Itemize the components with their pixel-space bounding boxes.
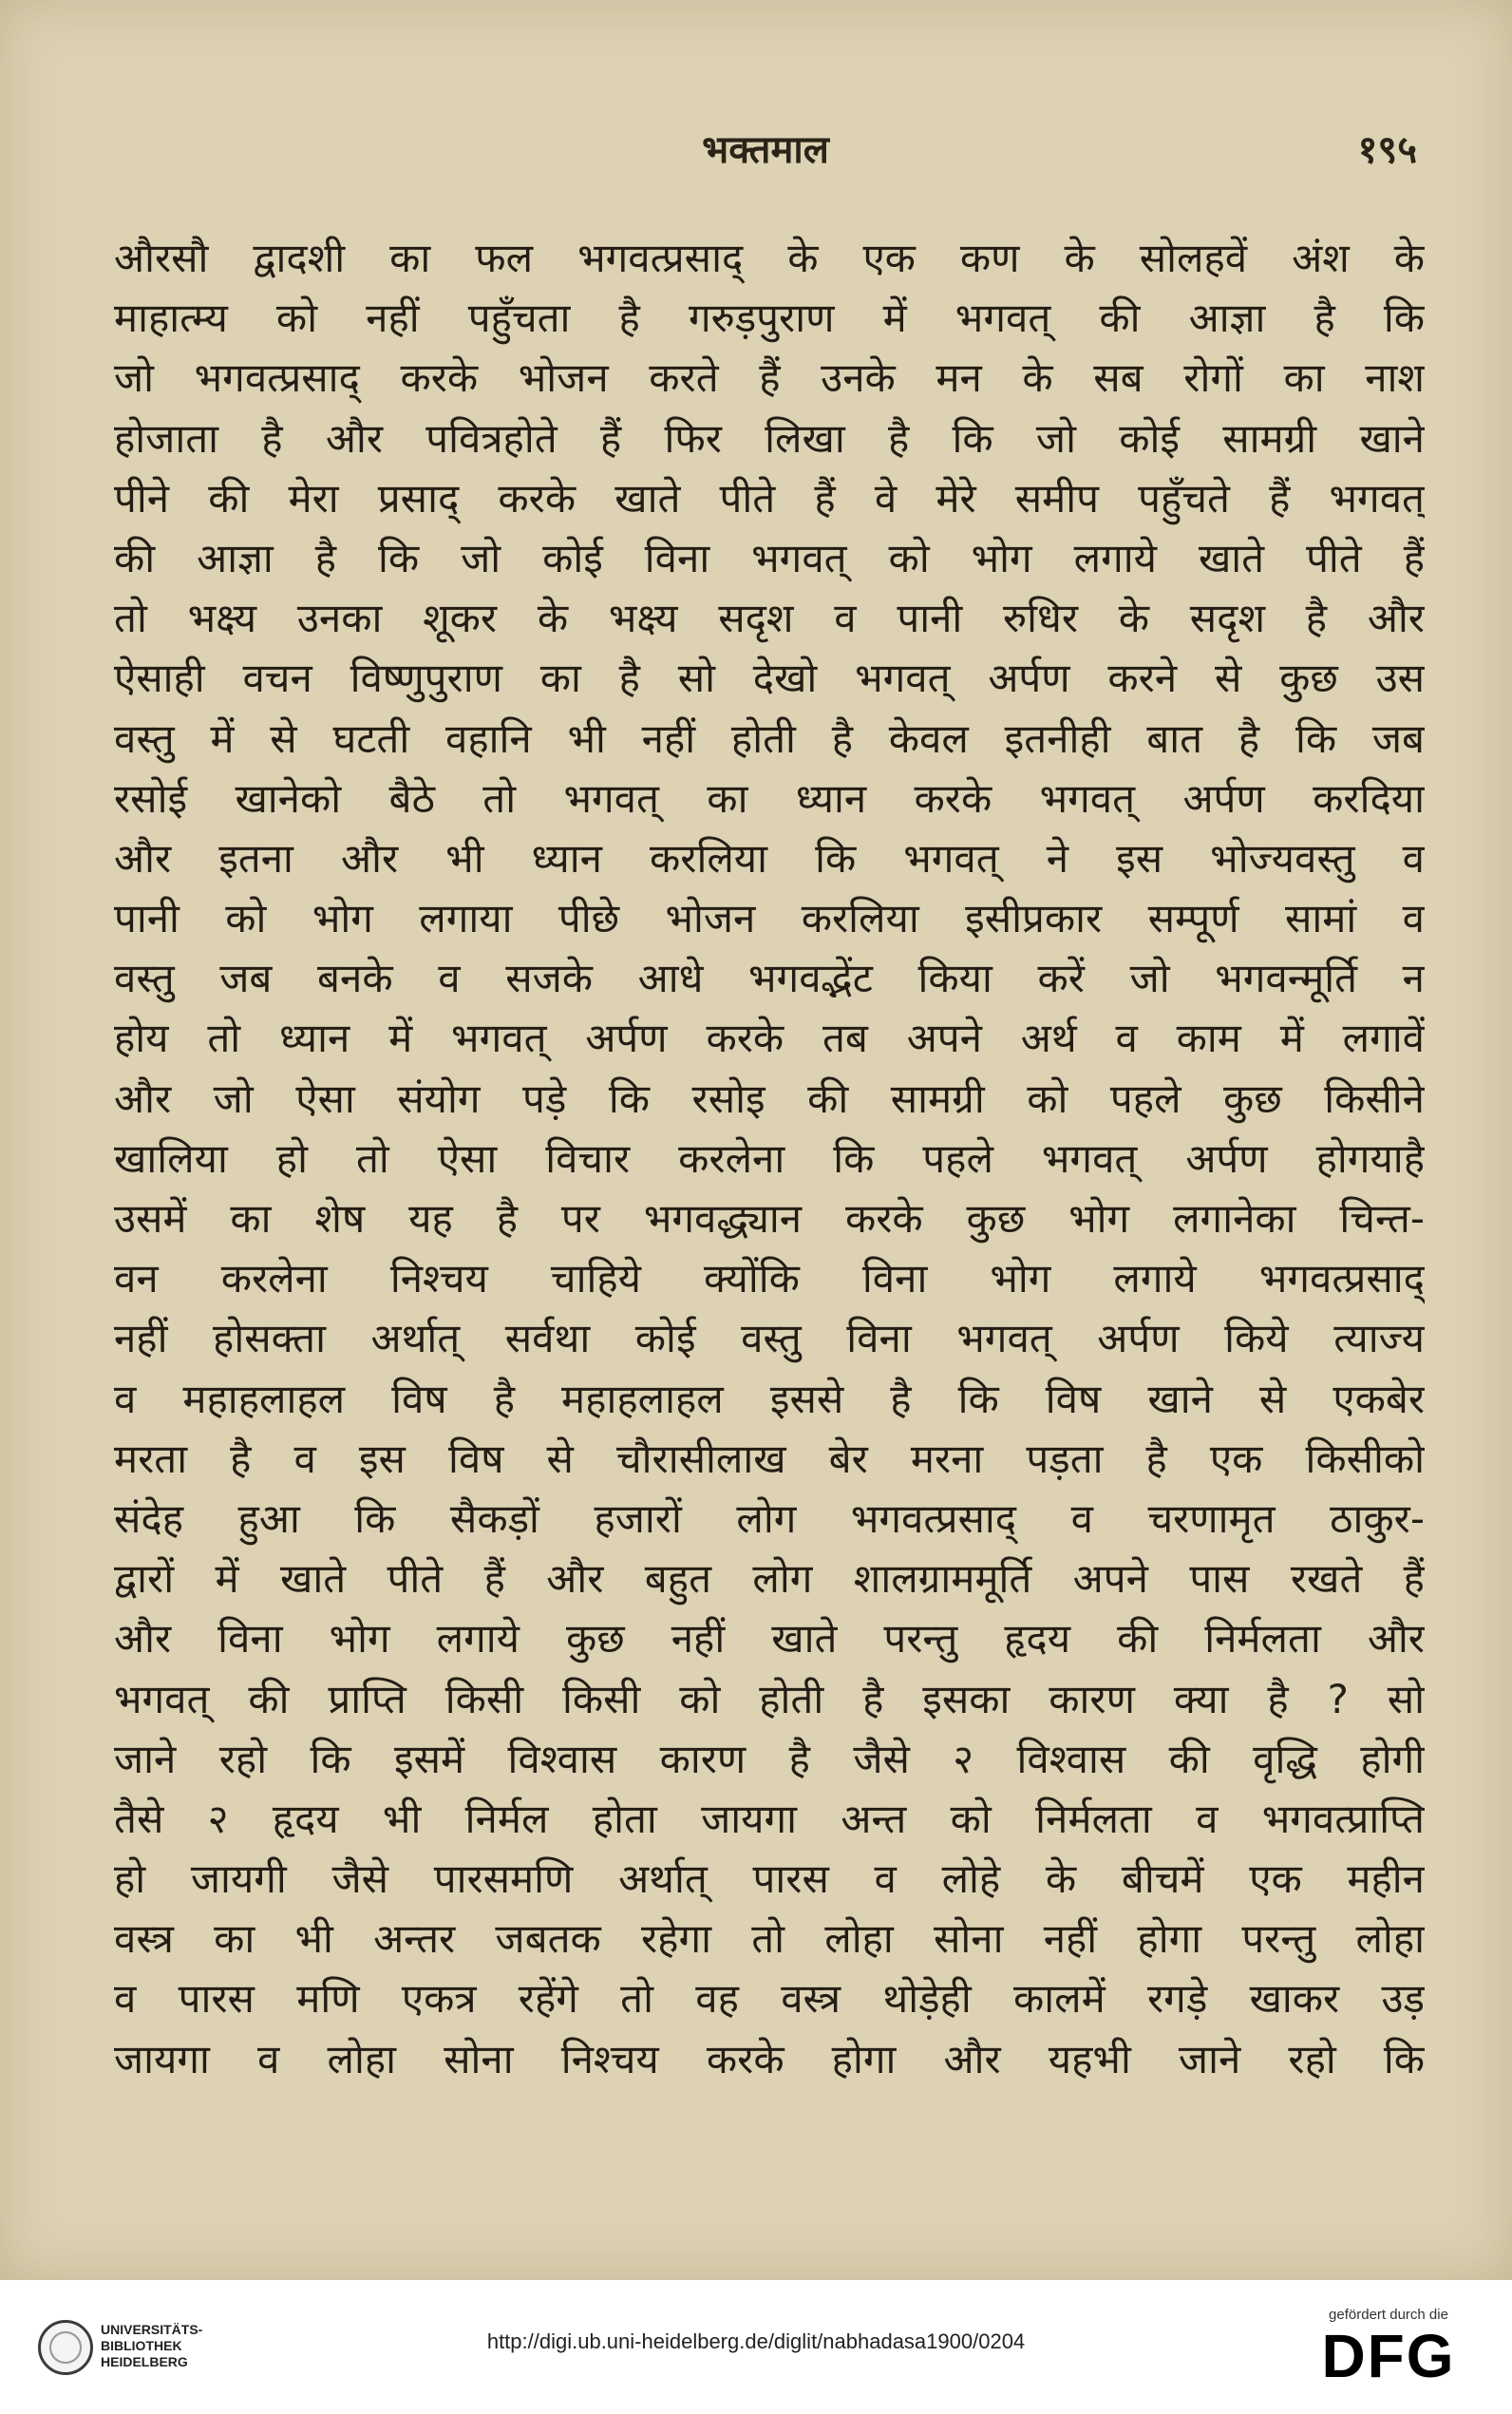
text-line: खालिया हो तो ऐसा विचार करलेना कि पहले भगवत् अर्पण होगयाहै [114, 1134, 1425, 1182]
funder-block[interactable] [1303, 2307, 1474, 2389]
text-line: होय तो ध्यान में भगवत् अर्पण करके तब अपने अर्थ व काम में लगावें [114, 1015, 1425, 1062]
text-line: वस्तु में से घटती वहानि भी नहीं होती है केवल इतनीही बात है कि जब [114, 714, 1425, 762]
text-line: वस्तु जब बनके व सजके आधे भगवद्भेंट किया करें जो भगवन्मूर्ति न [114, 955, 1425, 1002]
text-line: मरता है व इस विष से चौरासीलाख बेर मरना पड़ता है एक किसीको [114, 1435, 1425, 1482]
text-line: जायगा व लोहा सोना निश्चय करके होगा और यहभी जाने रहो कि [114, 2035, 1425, 2082]
funder-caption: gefördert durch die [1329, 2307, 1448, 2323]
text-line: रसोई खानेको बैठे तो भगवत् का ध्यान करके भगवत् अर्पण करदिया [114, 774, 1425, 822]
text-line: उसमें का शेष यह है पर भगवद्ध्यान करके कुछ भोग लगानेका चिन्त- [114, 1195, 1425, 1242]
text-line: माहात्म्य को नहीं पहुँचता है गरुड़पुराण में भगवत् की आज्ञा है कि [114, 295, 1425, 342]
text-line: होजाता है और पवित्रहोते हैं फिर लिखा है कि जो कोई सामग्री खाने [114, 414, 1425, 462]
institution-line: HEIDELBERG [101, 2354, 188, 2369]
text-line: नहीं होसक्ता अर्थात् सर्वथा कोई वस्तु विना भगवत् अर्पण किये त्याज्य [114, 1315, 1425, 1362]
text-line: वन करलेना निश्चय चाहिये क्योंकि विना भोग लगाये भगवत्प्रसाद् [114, 1255, 1425, 1302]
dfg-logo: DFG [1321, 2322, 1456, 2390]
text-line: जो भगवत्प्रसाद् करके भोजन करते हैं उनके मन के सब रोगों का नाश [114, 354, 1425, 402]
text-line: और विना भोग लगाये कुछ नहीं खाते परन्तु हृदय की निर्मलता और [114, 1615, 1425, 1663]
page-number: १९५ [1357, 127, 1417, 172]
text-line: और इतना और भी ध्यान करलिया कि भगवत् ने इस भोज्यवस्तु व [114, 834, 1425, 882]
permalink-url[interactable]: http://digi.ub.uni-heidelberg.de/diglit/nabhadasa1900/0204 [486, 2329, 1026, 2353]
text-line: भगवत् की प्राप्ति किसी किसी को होती है इसका कारण क्या है ? सो [114, 1675, 1425, 1722]
text-line: ऐसाही वचन विष्णुपुराण का है सो देखो भगवत् अर्पण करने से कुछ उस [114, 655, 1425, 702]
text-line: औरसौ द्वादशी का फल भगवत्प्रसाद् के एक कण के सोलहवें अंश के [114, 235, 1425, 281]
text-line: वस्त्र का भी अन्तर जबतक रहेगा तो लोहा सोना नहीं होगा परन्तु लोहा [114, 1915, 1425, 1963]
text-line: द्वारों में खाते पीते हैं और बहुत लोग शालग्राममूर्ति अपने पास रखते हैं [114, 1555, 1425, 1603]
text-line: तैसे २ हृदय भी निर्मल होता जायगा अन्त को निर्मलता व भगवत्प्राप्ति [114, 1795, 1425, 1842]
body-text [114, 228, 1425, 2089]
institution-line: BIBLIOTHEK [101, 2338, 182, 2353]
text-line: तो भक्ष्य उनका शूकर के भक्ष्य सदृश व पानी रुधिर के सदृश है और [114, 595, 1425, 642]
institution-line: UNIVERSITÄTS- [101, 2322, 203, 2337]
text-line: पानी को भोग लगाया पीछे भोजन करलिया इसीप्रकार सम्पूर्ण सामां व [114, 895, 1425, 942]
page-title: भक्तमाल [702, 127, 829, 172]
running-head [114, 122, 1417, 179]
text-line: हो जायगी जैसे पारसमणि अर्थात् पारस व लोहे के बीचमें एक महीन [114, 1855, 1425, 1903]
viewer-footer [0, 2280, 1512, 2414]
text-line: व महाहलाहल विष है महाहलाहल इससे है कि विष खाने से एकबेर [114, 1375, 1425, 1422]
text-line: संदेह हुआ कि सैकड़ों हजारों लोग भगवत्प्रसाद् व चरणामृत ठाकुर- [114, 1494, 1425, 1542]
text-line: पीने की मेरा प्रसाद् करके खाते पीते हैं वे मेरे समीप पहुँचते हैं भगवत् [114, 474, 1425, 522]
text-line: की आज्ञा है कि जो कोई विना भगवत् को भोग लगाये खाते पीते हैं [114, 534, 1425, 581]
text-line: व पारस मणि एकत्र रहेंगे तो वह वस्त्र थोड़ेही कालमें रगड़े खाकर उड़ [114, 1975, 1425, 2023]
text-line: जाने रहो कि इसमें विश्वास कारण है जैसे २ विश्वास की वृद्धि होगी [114, 1735, 1425, 1782]
text-line: और जो ऐसा संयोग पड़े कि रसोइ की सामग्री को पहले कुछ किसीने [114, 1074, 1425, 1122]
